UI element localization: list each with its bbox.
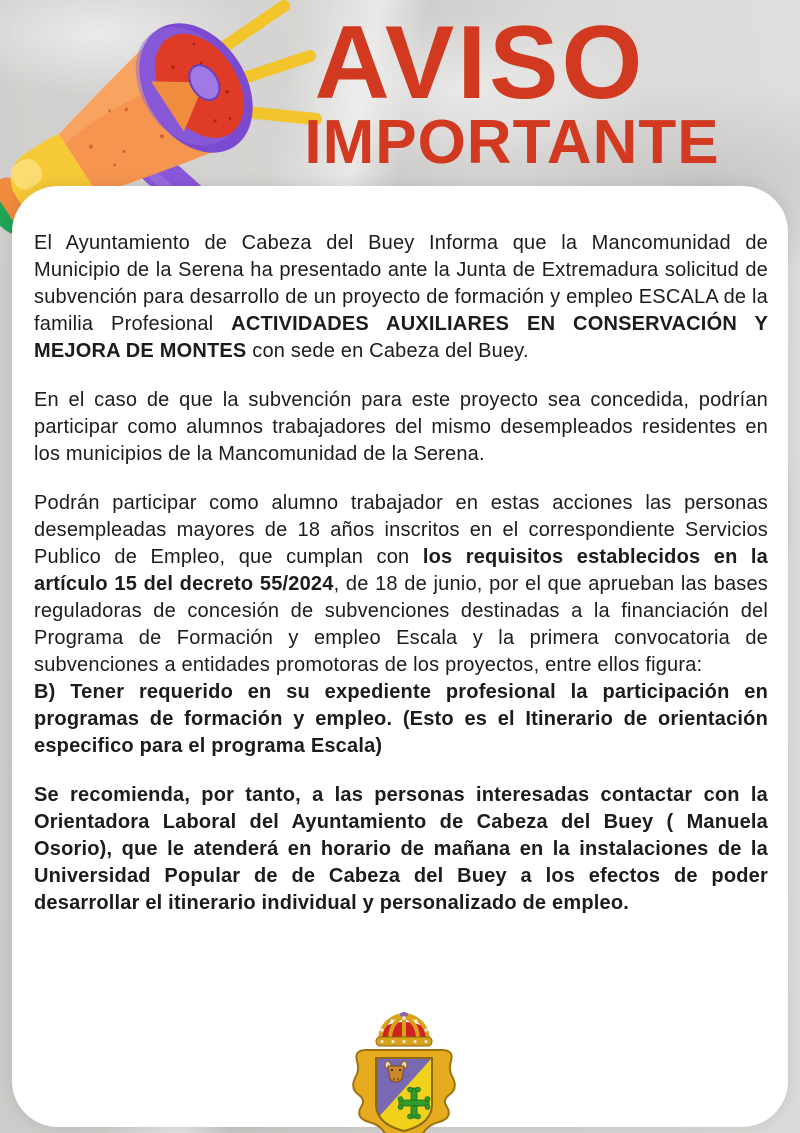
notice-paragraph: En el caso de que la subvención para este proyecto sea concedida, podrían participar como alumnos trabajadores del mismo desempleados residentes en los municipios de la Mancomunidad de la Serena. [34, 389, 768, 465]
crown-icon [376, 1012, 432, 1046]
page-title: AVISO [314, 5, 646, 121]
page-subtitle: IMPORTANTE [304, 108, 720, 177]
coat-of-arms-icon [342, 1012, 466, 1133]
notice-paragraph: B) Tener requerido en su expediente profesional la participación en programas de formación y empleo. (Esto es el Itinerario de orientación especifico para el programa Escala) [34, 681, 768, 757]
notice-paragraph: Se recomienda, por tanto, a las personas interesadas contactar con la Orientadora Laboral del Ayuntamiento de Cabeza del Buey ( Manuela Osorio), que le atenderá en horario de mañana en la instalaciones de la Universidad Popular de de Cabeza del Buey a los efectos de poder desarrollar el itinerario individual y personalizado de empleo. [34, 784, 768, 914]
notice-body [34, 230, 768, 917]
notice-paragraph: El Ayuntamiento de Cabeza del Buey Informa que la Mancomunidad de Municipio de la Serena ha presentado ante la Junta de Extremadura solicitud de subvención para desarrollo de un proyecto de formación y empleo ESCALA de la familia Profesional ACTIVIDADES AUXILIARES EN CONSERVACIÓN Y MEJORA DE MONTES con sede en Cabeza del Buey. [34, 232, 768, 362]
notice-paragraph: Podrán participar como alumno trabajador en estas acciones las personas desempleadas mayores de 18 años inscritos en el correspondiente Servicios Publico de Empleo, que cumplan con los requisitos establecidos en la artículo 15 del decreto 55/2024, de 18 de junio, por el que aprueban las bases reguladoras de concesión de subvenciones destinadas a la financiación del Programa de Formación y empleo Escala y la primera convocatoria de subvenciones a entidades promotoras de los proyectos, entre ellos figura: [34, 492, 768, 676]
